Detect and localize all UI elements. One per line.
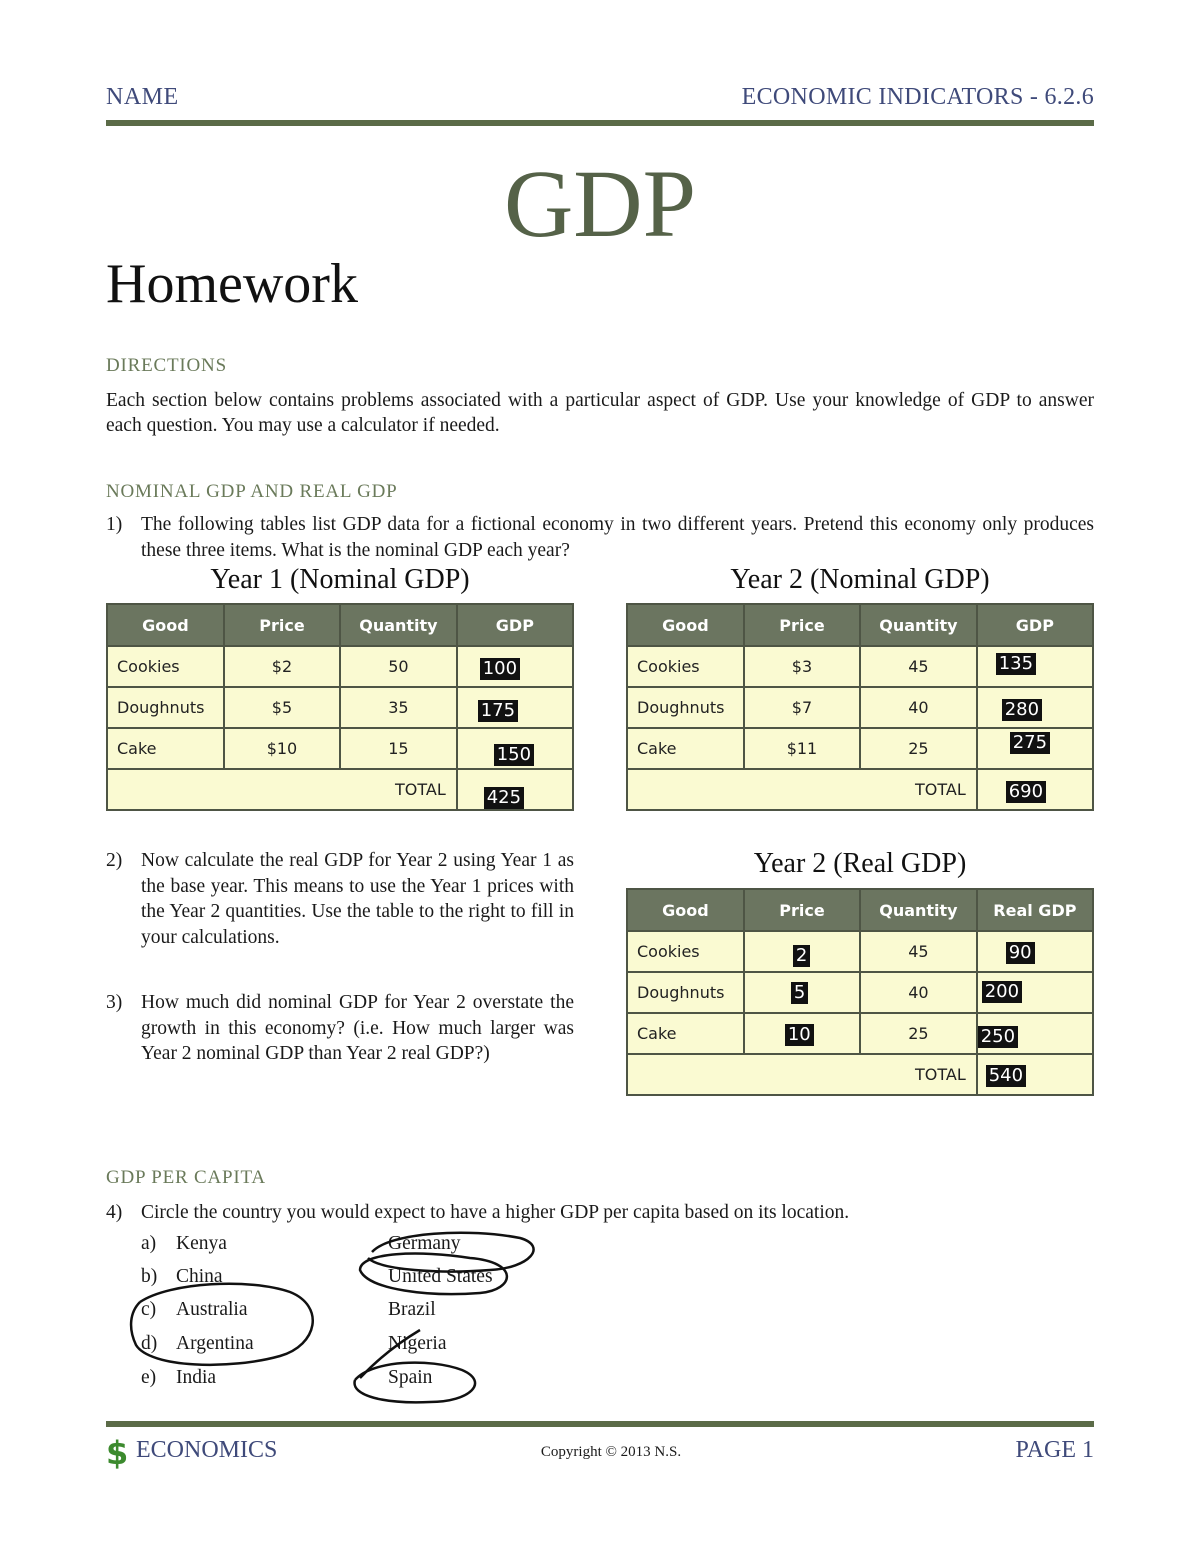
question-1 [106, 512, 1094, 564]
column-header: Price [744, 889, 860, 931]
column-header: Quantity [340, 604, 457, 646]
question-1-number: 1) [106, 514, 123, 535]
filled-answer: 540 [986, 1065, 1026, 1087]
good-cell: Cake [107, 728, 224, 769]
filled-answer: 275 [1010, 732, 1050, 754]
filled-answer: 175 [478, 700, 518, 722]
year1-table-caption: Year 1 (Nominal GDP) [210, 564, 470, 595]
total-label: TOTAL [107, 769, 457, 810]
filled-answer: 690 [1006, 781, 1046, 803]
page-subtitle: Homework [106, 253, 358, 315]
option-letter: a) [141, 1233, 157, 1254]
gdp-answer-cell[interactable] [977, 687, 1093, 728]
table-row [107, 728, 573, 769]
price-cell: $5 [224, 687, 340, 728]
quantity-cell: 25 [860, 728, 977, 769]
option-left-country[interactable]: Australia [176, 1299, 248, 1320]
price-cell: $3 [744, 646, 860, 687]
column-header: Good [627, 889, 744, 931]
header-rule [106, 120, 1094, 126]
option-left-country[interactable]: Kenya [176, 1233, 227, 1254]
quantity-cell: 45 [860, 646, 977, 687]
page-number: PAGE 1 [1015, 1437, 1094, 1463]
question-4-text: Circle the country you would expect to have a higher GDP per capita based on its location. [141, 1202, 850, 1223]
gdp-answer-cell[interactable] [977, 931, 1093, 972]
gdp-answer-cell[interactable] [977, 972, 1093, 1013]
question-4 [106, 1200, 1094, 1226]
filled-answer: 135 [996, 653, 1036, 675]
filled-answer: 250 [978, 1026, 1018, 1048]
column-header: Good [627, 604, 744, 646]
good-cell: Cookies [107, 646, 224, 687]
good-cell: Cake [627, 1013, 744, 1054]
option-letter: d) [141, 1333, 158, 1354]
option-right-country[interactable]: Nigeria [388, 1333, 447, 1354]
table-total-row [627, 1054, 1093, 1095]
page-title: GDP [503, 150, 697, 257]
good-cell: Doughnuts [627, 687, 744, 728]
total-label: TOTAL [627, 769, 977, 810]
gdp-answer-cell[interactable] [977, 728, 1093, 769]
option-letter: e) [141, 1367, 157, 1388]
option-right-country[interactable]: Germany [388, 1233, 461, 1254]
table-row [627, 728, 1093, 769]
footer-copyright: Copyright © 2013 N.S. [540, 1444, 682, 1460]
option-right-country[interactable]: United States [388, 1266, 493, 1287]
good-cell: Cake [627, 728, 744, 769]
dollar-icon: $ [106, 1434, 129, 1472]
option-letter: c) [141, 1299, 157, 1320]
filled-answer: 90 [1006, 942, 1035, 964]
question-2-text: Now calculate the real GDP for Year 2 using Year 1 as the base year. This means to use the Year 1 prices with the Year 2 quantities. Use the table to the right to fill in your calculations. [141, 850, 574, 948]
column-header: Quantity [860, 604, 977, 646]
price-cell: $7 [744, 687, 860, 728]
column-header: Good [107, 604, 224, 646]
price-answer-cell[interactable] [744, 931, 860, 972]
question-1-text: The following tables list GDP data for a fictional economy in two different years. Pretend this economy only produces these three items. What is the nominal GDP each year? [141, 514, 1094, 561]
question-2 [106, 848, 574, 952]
table-header-row [627, 604, 1093, 646]
year2-nominal-table [626, 603, 1094, 811]
table-header-row [107, 604, 573, 646]
table-header-row [627, 889, 1093, 931]
per-capita-heading: GDP PER CAPITA [106, 1167, 266, 1188]
unit-label: ECONOMIC INDICATORS - 6.2.6 [741, 84, 1094, 110]
filled-answer: 10 [785, 1024, 814, 1046]
question-2-number: 2) [106, 850, 123, 871]
quantity-cell: 15 [340, 728, 457, 769]
good-cell: Doughnuts [107, 687, 224, 728]
filled-answer: 2 [793, 945, 810, 967]
filled-answer: 100 [480, 658, 520, 680]
name-label: NAME [106, 84, 179, 110]
total-answer-cell[interactable] [977, 1054, 1093, 1095]
table-row [627, 931, 1093, 972]
column-header: Price [224, 604, 340, 646]
year2-table-caption: Year 2 (Nominal GDP) [730, 564, 990, 595]
good-cell: Doughnuts [627, 972, 744, 1013]
column-header: Quantity [860, 889, 977, 931]
quantity-cell: 50 [340, 646, 457, 687]
footer-rule [106, 1421, 1094, 1427]
table-total-row [107, 769, 573, 810]
column-header: GDP [977, 604, 1093, 646]
option-right-country[interactable]: Spain [388, 1367, 433, 1388]
directions-heading: DIRECTIONS [106, 355, 227, 376]
option-left-country[interactable]: India [176, 1367, 217, 1388]
table-row [627, 646, 1093, 687]
column-header: Real GDP [977, 889, 1093, 931]
quantity-cell: 35 [340, 687, 457, 728]
price-answer-cell[interactable] [744, 972, 860, 1013]
quantity-cell: 40 [860, 687, 977, 728]
gdp-answer-cell[interactable] [457, 728, 573, 769]
table-row [107, 687, 573, 728]
option-letter: b) [141, 1266, 158, 1287]
directions-text: Each section below contains problems associated with a particular aspect of GDP. Use your knowledge of GDP to answer each question. You may use a calculator if needed. [106, 390, 1094, 436]
question-3 [106, 990, 574, 1094]
option-left-country[interactable]: Argentina [176, 1333, 254, 1354]
price-cell: $2 [224, 646, 340, 687]
total-answer-cell[interactable] [977, 769, 1093, 810]
gdp-answer-cell[interactable] [457, 646, 573, 687]
total-answer-cell[interactable] [457, 769, 573, 810]
gdp-answer-cell[interactable] [977, 646, 1093, 687]
quantity-cell: 25 [860, 1013, 977, 1054]
table-row [107, 646, 573, 687]
filled-answer: 425 [484, 787, 524, 809]
year2-real-table-caption: Year 2 (Real GDP) [753, 848, 967, 879]
good-cell: Cookies [627, 931, 744, 972]
table-row [627, 687, 1093, 728]
footer-brand: ECONOMICS [136, 1437, 278, 1463]
gdp-answer-cell[interactable] [977, 1013, 1093, 1054]
good-cell: Cookies [627, 646, 744, 687]
filled-answer: 5 [791, 982, 808, 1004]
table-row [627, 972, 1093, 1013]
total-label: TOTAL [627, 1054, 977, 1095]
price-cell: $11 [744, 728, 860, 769]
option-left-country[interactable]: China [176, 1266, 223, 1287]
year2-real-table [626, 888, 1094, 1096]
nominal-section-heading: NOMINAL GDP AND REAL GDP [106, 481, 398, 502]
filled-answer: 280 [1002, 699, 1042, 721]
price-answer-cell[interactable] [744, 1013, 860, 1054]
price-cell: $10 [224, 728, 340, 769]
gdp-answer-cell[interactable] [457, 687, 573, 728]
question-3-text: How much did nominal GDP for Year 2 overstate the growth in this economy? (i.e. How much larger was Year 2 nominal GDP than Year 2 real GDP?) [141, 992, 574, 1064]
filled-answer: 200 [982, 981, 1022, 1003]
table-total-row [627, 769, 1093, 810]
question-4-number: 4) [106, 1202, 123, 1223]
quantity-cell: 40 [860, 972, 977, 1013]
column-header: GDP [457, 604, 573, 646]
table-row [627, 1013, 1093, 1054]
quantity-cell: 45 [860, 931, 977, 972]
question-3-number: 3) [106, 992, 123, 1013]
year1-nominal-table [106, 603, 574, 811]
option-right-country[interactable]: Brazil [388, 1299, 436, 1320]
filled-answer: 150 [494, 744, 534, 766]
column-header: Price [744, 604, 860, 646]
